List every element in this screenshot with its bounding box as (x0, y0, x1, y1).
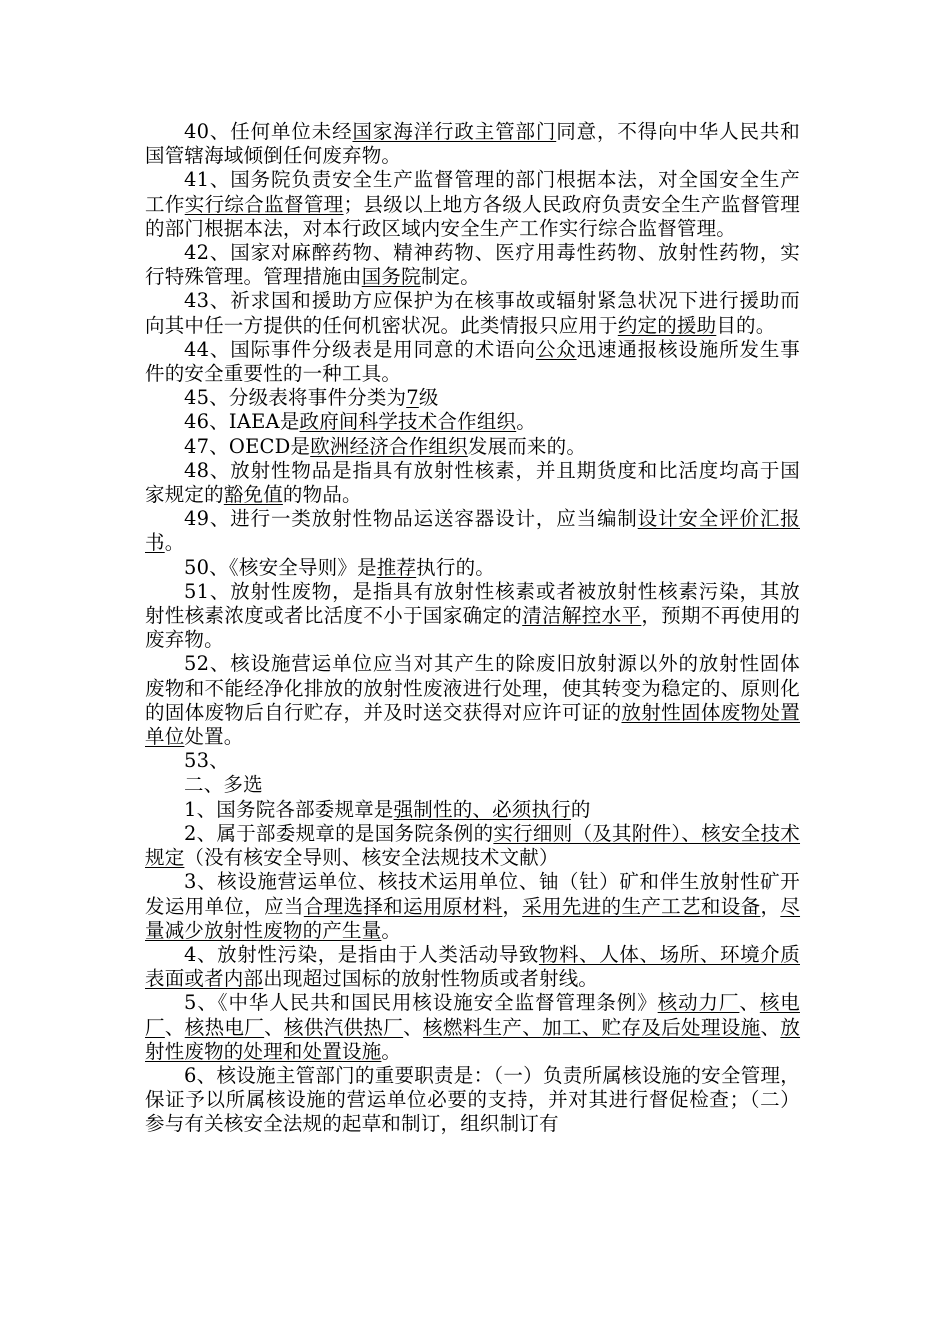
underlined-answer: 国务院 (361, 265, 421, 289)
text-segment: 44、国际事件分级表是用同意的术语向 (184, 337, 536, 361)
text-segment: 48、放射性物品是指具有放射性核素，并且期货度和比活度均高于国家规定的 (145, 458, 800, 507)
text-segment: 1、国务院各部委规章是 (184, 797, 394, 821)
text-segment: 。 (164, 531, 185, 555)
underlined-answer: 合理选择和运用原材料 (303, 894, 503, 918)
text-segment: 二、多选 (184, 773, 263, 797)
underlined-answer: 公众 (535, 337, 577, 361)
paragraph (145, 773, 800, 797)
text-segment: ， (502, 894, 523, 918)
underlined-answer: 物料、人体、场所、环境介质表面或者内部 (145, 942, 800, 991)
underlined-answer: 核动力厂 (657, 991, 740, 1015)
text-segment: 同意，不得向中华人民共和国管辖海域倾倒任何废弃物。 (145, 120, 800, 168)
text-segment: 49、进行一类放射性物品运送容器设计，应当编制 (184, 507, 638, 531)
text-segment: 3、核设施营运单位、核技术运用单位、铀（钍）矿和伴生放射性矿开发运用单位，应当 (145, 870, 800, 918)
text-segment: 47、OECD是 (184, 434, 311, 458)
underlined-answer: 采用先进的生产工艺和设备 (522, 894, 761, 918)
text-segment: 、 (264, 1015, 284, 1039)
text-segment: 6、核设施主管部门的重要职责是：（一）负责所属核设施的安全管理，保证予以所属核设施的营运单位必要的支持，并对其进行督促检查；（二）参与有关核安全法规的起草和制订，组织制订有 (145, 1063, 800, 1136)
text-segment: 发展而来的。 (467, 434, 587, 458)
text-segment: 4、放射性污染，是指由于人类活动导致 (184, 942, 539, 966)
underlined-answer: 实行细则（及其附件）、核安全技术规定 (145, 821, 801, 870)
text-segment: 制定。 (420, 265, 480, 289)
paragraph (145, 652, 800, 749)
text-segment: 5、《中华人民共和国民用核设施安全监督管理条例》 (184, 991, 658, 1015)
document-body (145, 120, 800, 1137)
text-segment: 处置。 (184, 725, 244, 749)
underlined-answer: 放射性废物的处理和处置设施 (145, 1015, 801, 1063)
paragraph (145, 120, 800, 168)
paragraph (145, 556, 800, 580)
text-segment: 52、核设施营运单位应当对其产生的除废旧放射源以外的放射性固体废物和不能经净化排放的放射性废液进行处理，使其转变为稳定的、原则化的固体废物后自行贮存，并及时送交获得对应许可证的 (145, 652, 800, 724)
text-segment: 。 (381, 1039, 402, 1063)
underlined-answer: 核电厂 (145, 991, 800, 1039)
text-segment: 、 (403, 1015, 423, 1039)
text-segment: 出现超过国标的放射性物质或者射线。 (263, 967, 599, 991)
text-segment: 41、国务院负责安全生产监督管理的部门根据本法，对全国安全生产工作 (145, 168, 800, 216)
text-segment: 53、 (184, 749, 229, 773)
paragraph (145, 580, 800, 653)
paragraph (145, 241, 800, 289)
paragraph (145, 507, 800, 555)
text-segment: ， (760, 894, 781, 918)
underlined-answer: 约定的援助 (617, 313, 717, 337)
text-segment: 2、属于部委规章的是国务院条例的 (184, 821, 494, 845)
paragraph (145, 1064, 800, 1137)
underlined-answer: 核热电厂 (184, 1015, 265, 1039)
underlined-answer: 欧洲经济合作组织 (310, 434, 468, 458)
paragraph (145, 289, 800, 337)
paragraph (145, 943, 800, 991)
text-segment: 42、国家对麻醉药物、精神药物、医疗用毒性药物、放射性药物，实行特殊管理。管理措施由 (145, 241, 800, 289)
paragraph (145, 168, 800, 241)
paragraph (145, 870, 800, 943)
paragraph (145, 822, 800, 870)
paragraph (145, 991, 800, 1064)
text-segment: 目的。 (716, 313, 776, 337)
text-segment: 40、任何单位未经 (184, 120, 353, 143)
text-segment: 51、放射性废物，是指具有放射性核素或者被放射性核素污染，其放射性核素浓度或者比活度不小于国家确定的 (145, 579, 800, 628)
text-segment: ，预期不再使用的废弃物。 (145, 604, 800, 652)
text-segment: 、 (760, 1015, 781, 1039)
text-segment: 45、分级表将事件分类为 (184, 386, 407, 410)
underlined-answer: 设计安全评价汇报书 (145, 507, 800, 555)
text-segment: ；县级以上地方各级人民政府负责安全生产监督管理的部门根据本法，对本行政区域内安全生产工作实行综合监督管理。 (145, 192, 800, 240)
text-segment: 迅速通报核设施所发生事件的安全重要性的一种工具。 (145, 337, 800, 386)
underlined-answer: 核燃料生产、加工、贮存及后处理设施 (422, 1015, 761, 1039)
paragraph (145, 435, 800, 459)
paragraph (145, 386, 800, 410)
text-segment: 执行的。 (416, 555, 495, 579)
paragraph (145, 749, 800, 773)
underlined-answer: 国家海洋行政主管部门 (352, 120, 557, 143)
underlined-answer: 7 (406, 386, 419, 410)
underlined-answer: 核供汽供热厂 (284, 1015, 404, 1039)
underlined-answer: 强制性的、必须执行 (393, 797, 571, 821)
paragraph (145, 410, 800, 434)
underlined-answer: 推荐 (376, 555, 417, 579)
paragraph (145, 798, 800, 822)
text-segment: （没有核安全导则、核安全法规技术文献） (184, 846, 559, 870)
paragraph (145, 338, 800, 386)
underlined-answer: 放射性固体废物处置单位 (145, 700, 800, 749)
text-segment: 、 (739, 991, 760, 1015)
text-segment: 50、《核安全导则》是 (184, 555, 377, 579)
underlined-answer: 清洁解控水平 (522, 604, 642, 628)
underlined-answer: 政府间科学技术合作组织 (299, 410, 517, 434)
underlined-answer: 豁免值 (223, 483, 283, 507)
text-segment: 46、IAEA是 (184, 410, 300, 434)
text-segment: 。 (516, 410, 536, 434)
text-segment: 的物品。 (282, 483, 362, 507)
text-segment: 的 (570, 797, 591, 821)
text-segment: 。 (381, 918, 402, 942)
underlined-answer: 实行综合监督管理 (184, 192, 344, 216)
paragraph (145, 459, 800, 507)
text-segment: 级 (418, 386, 439, 410)
text-segment: 43、祈求国和援助方应保护为在核事故或辐射紧急状况下进行援助而向其中任一方提供的任何机密状况。此类情报只应用于 (145, 289, 800, 337)
underlined-answer: 尽量减少放射性废物的产生量 (145, 894, 801, 942)
text-segment: 、 (164, 1015, 185, 1039)
